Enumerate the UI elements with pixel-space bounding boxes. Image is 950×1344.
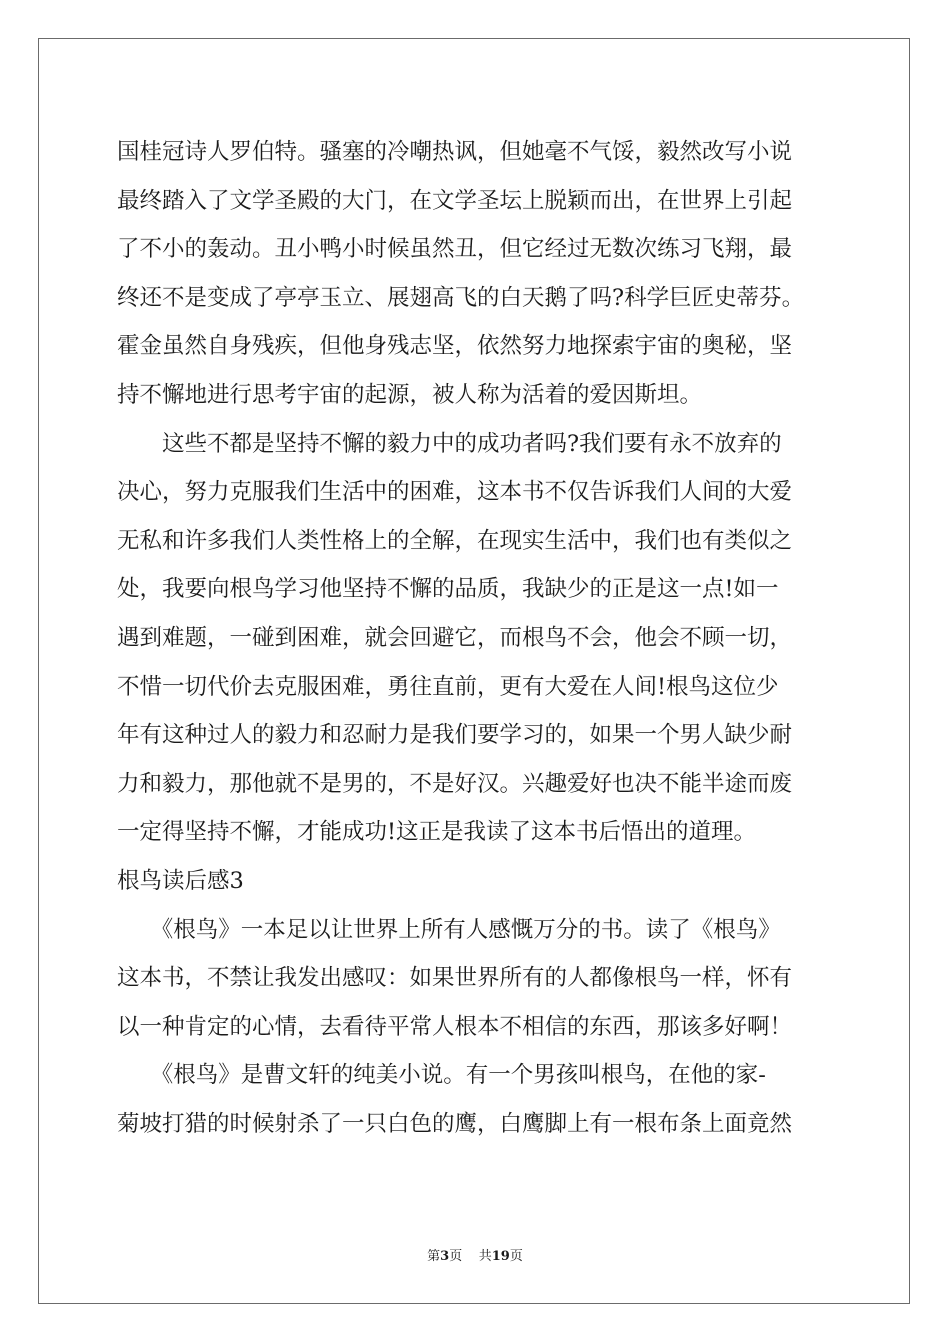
document-body	[117, 128, 837, 1148]
text-line-10: 处，我要向根鸟学习他坚持不懈的品质，我缺少的正是这一点!如一	[117, 576, 779, 603]
total-prefix: 共	[478, 1249, 492, 1264]
page-suffix: 页	[449, 1249, 463, 1264]
text-line-21: 菊坡打猎的时候射杀了一只白色的鹰，白鹰脚上有一根布条上面竟然	[117, 1110, 793, 1137]
text-line-13: 年有这种过人的毅力和忍耐力是我们要学习的，如果一个男人缺少耐	[117, 722, 793, 749]
text-line-5: 霍金虽然自身残疾，但他身残志坚，依然努力地探索宇宙的奥秘，坚	[117, 333, 793, 360]
text-line-3: 了不小的轰动。丑小鸭小时候虽然丑，但它经过无数次练习飞翔，最	[117, 236, 793, 263]
text-line-11: 遇到难题，一碰到困难，就会回避它，而根鸟不会，他会不顾一切，	[117, 624, 793, 651]
text-line-19: 以一种肯定的心情，去看待平常人根本不相信的东西，那该多好啊！	[117, 1013, 793, 1040]
text-line-9: 无私和许多我们人类性格上的全解，在现实生活中，我们也有类似之	[117, 527, 793, 554]
text-line-2: 最终踏入了文学圣殿的大门，在文学圣坛上脱颖而出，在世界上引起	[117, 187, 793, 214]
text-line-7: 这些不都是坚持不懈的毅力中的成功者吗?我们要有永不放弃的	[117, 430, 782, 457]
page-footer	[0, 1245, 950, 1264]
section-heading: 根鸟读后感3	[117, 867, 244, 894]
total-suffix: 页	[509, 1249, 523, 1264]
total-pages: 19	[491, 1249, 510, 1264]
text-line-17: 《根鸟》一本足以让世界上所有人感慨万分的书。读了《根鸟》	[117, 916, 781, 943]
text-line-1: 国桂冠诗人罗伯特。骚塞的冷嘲热讽，但她毫不气馁，毅然改写小说	[117, 139, 793, 165]
text-line-18: 这本书，不禁让我发出感叹：如果世界所有的人都像根鸟一样，怀有	[117, 965, 793, 992]
page-number: 3	[440, 1249, 450, 1264]
text-line-4: 终还不是变成了亭亭玉立、展翅高飞的白天鹅了吗?科学巨匠史蒂芬。	[117, 284, 805, 311]
text-line-6: 持不懈地进行思考宇宙的起源，被人称为活着的爱因斯坦。	[117, 381, 703, 408]
text-line-12: 不惜一切代价去克服困难，勇往直前，更有大爱在人间!根鸟这位少	[117, 673, 779, 700]
text-line-15: 一定得坚持不懈，才能成功!这正是我读了这本书后悟出的道理。	[117, 819, 757, 846]
text-line-8: 决心，努力克服我们生活中的困难，这本书不仅告诉我们人间的大爱	[117, 479, 793, 506]
text-line-14: 力和毅力，那他就不是男的，不是好汉。兴趣爱好也决不能半途而废	[117, 770, 793, 797]
page-prefix: 第	[427, 1249, 441, 1264]
text-line-20: 《根鸟》是曹文轩的纯美小说。有一个男孩叫根鸟，在他的家-	[117, 1062, 766, 1089]
